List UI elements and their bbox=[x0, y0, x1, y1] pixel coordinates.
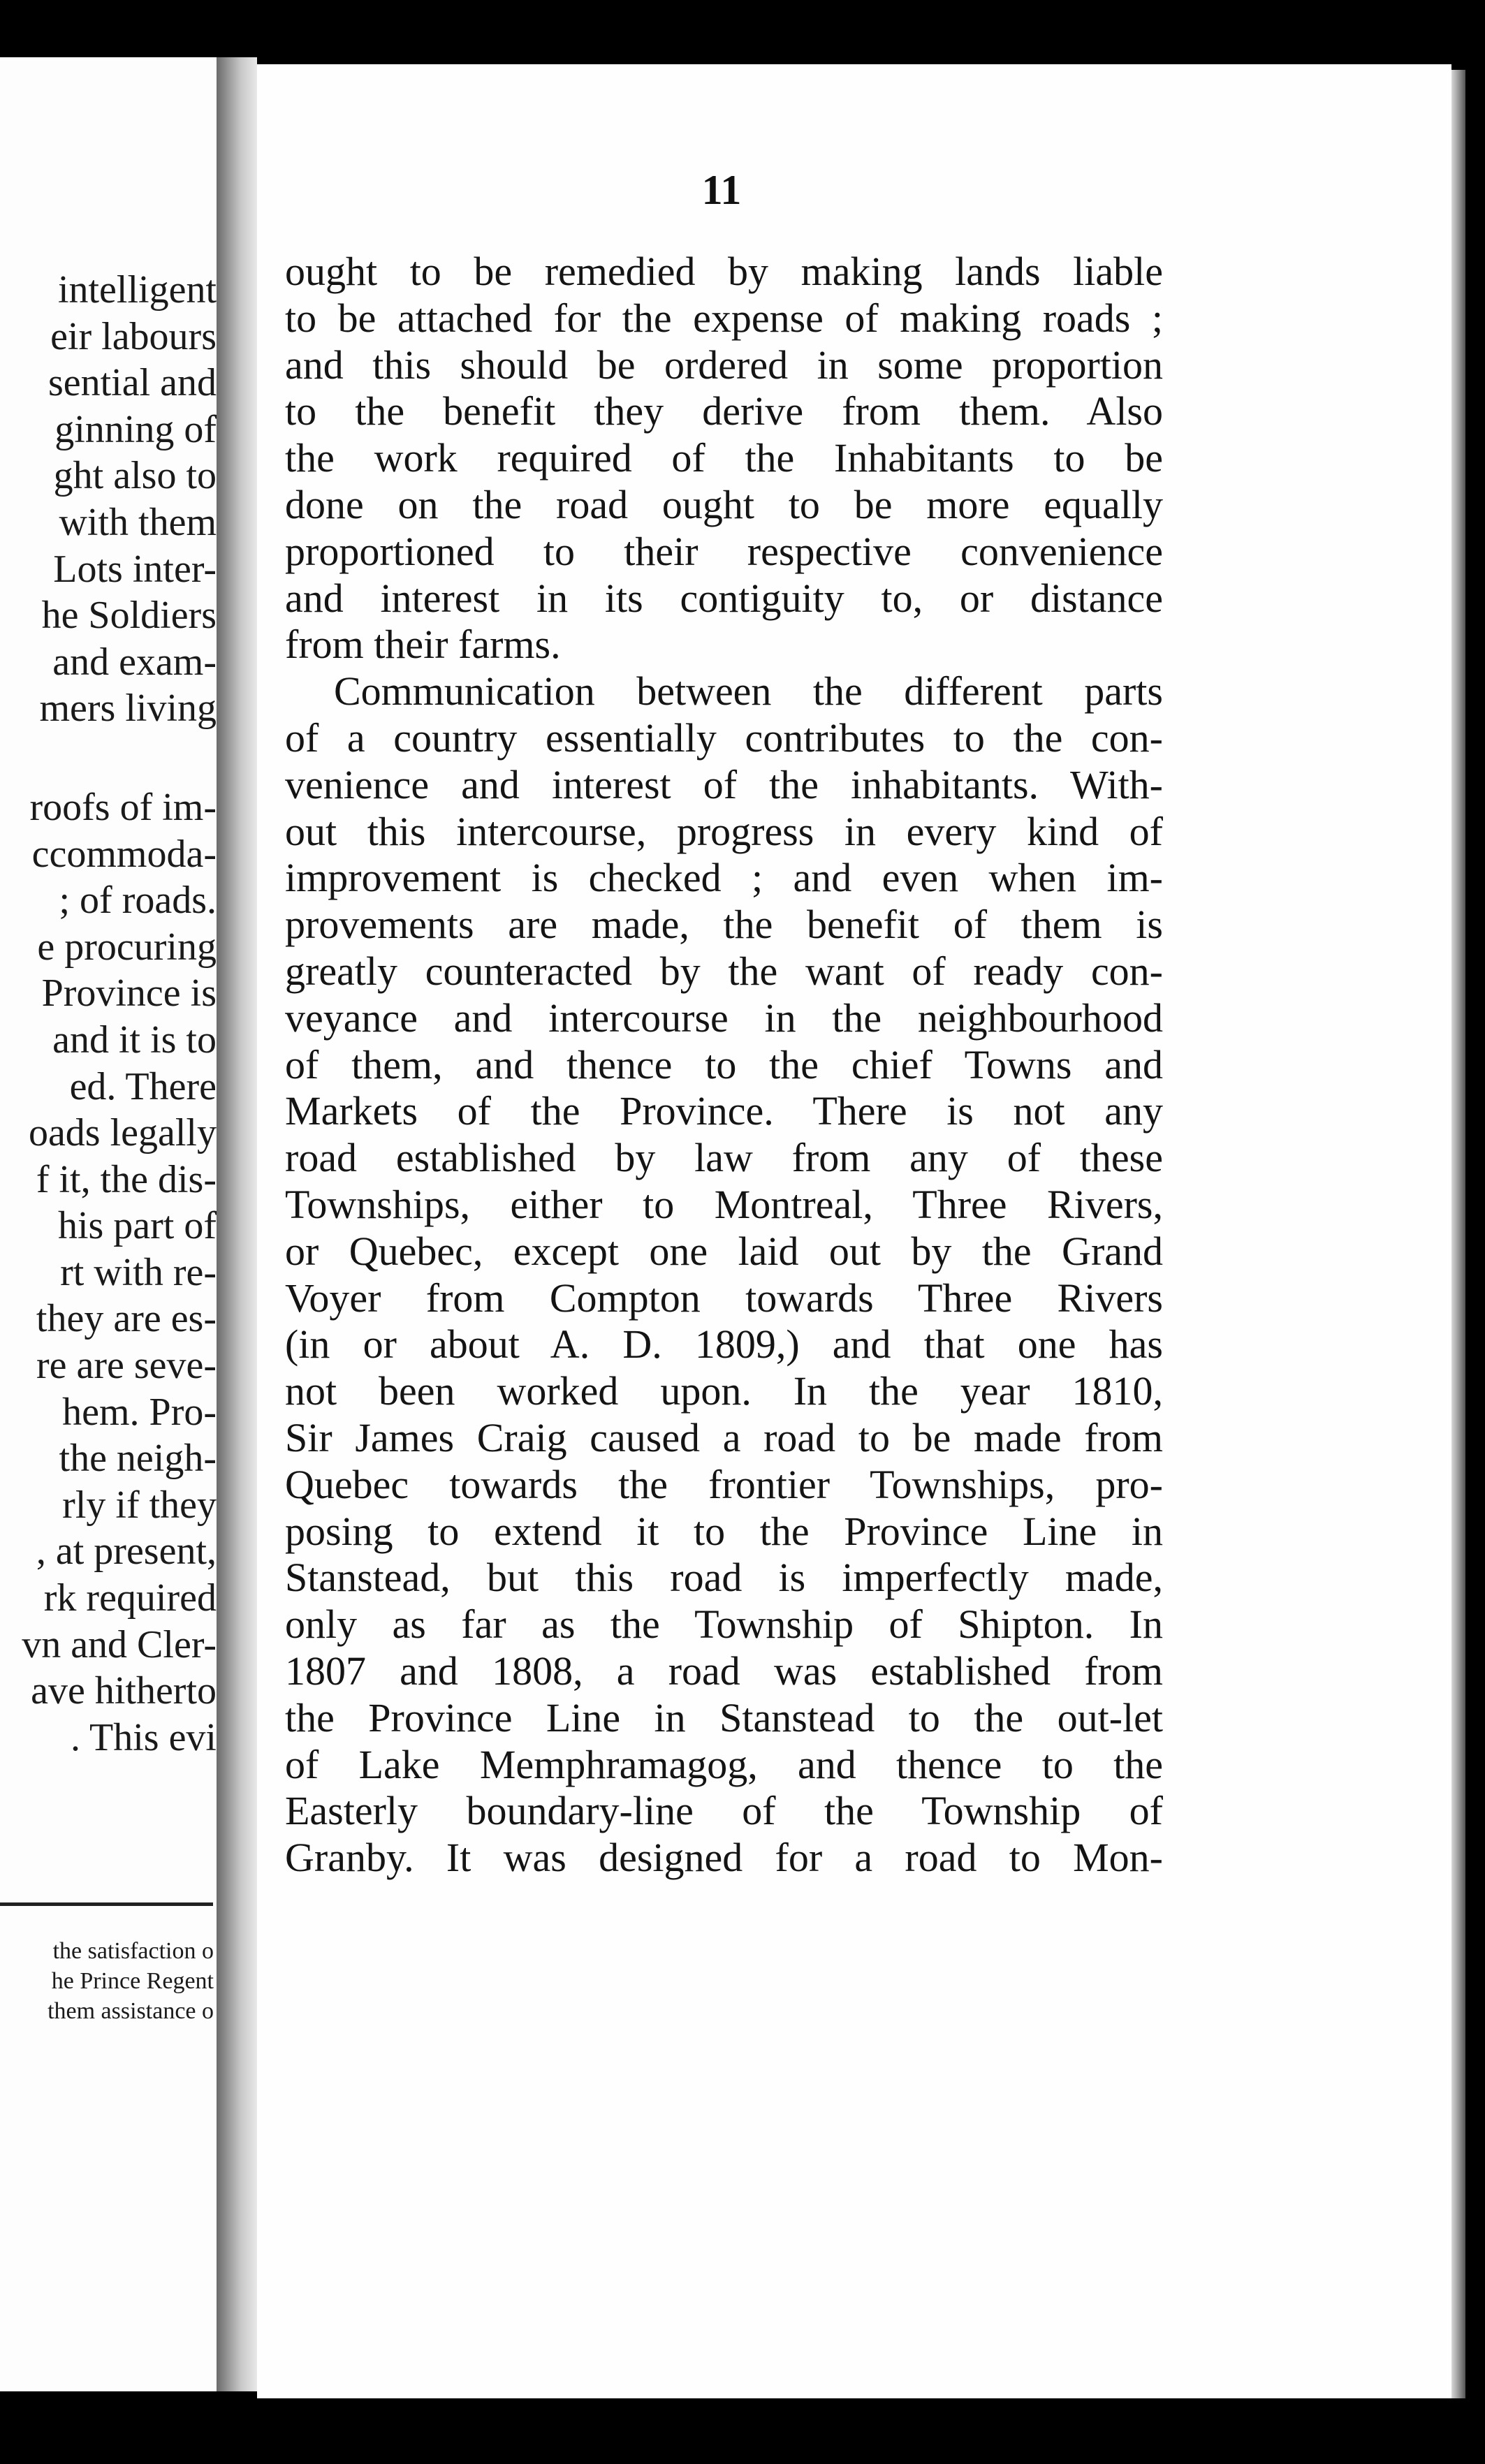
left-line: ginning of bbox=[54, 407, 217, 451]
left-line: rly if they bbox=[62, 1483, 217, 1527]
text-line: 1807 and 1808, a road was established from bbox=[285, 1648, 1163, 1694]
text-line: out this intercourse, progress in every kind of bbox=[285, 808, 1163, 854]
text-line: improvement is checked ; and even when im- bbox=[285, 855, 1163, 901]
text-line: Communication between the different parts bbox=[334, 668, 1163, 714]
text-line: Sir James Craig caused a road to be made from bbox=[285, 1414, 1163, 1460]
page-number: 11 bbox=[701, 167, 742, 213]
left-line: mers living bbox=[39, 687, 217, 731]
left-line: sential and bbox=[47, 361, 217, 405]
text-line: veyance and intercourse in the neighbourhood bbox=[285, 995, 1163, 1041]
text-line: proportioned to their respective convenience bbox=[285, 528, 1163, 574]
text-line: or Quebec, except one laid out by the Grand bbox=[285, 1228, 1163, 1274]
footnote-line: he Prince Regent bbox=[51, 1968, 214, 1994]
text-line: of a country essentially contributes to the con- bbox=[285, 714, 1163, 761]
text-line: (in or about A. D. 1809,) and that one has bbox=[285, 1321, 1163, 1367]
text-line: from their farms. bbox=[285, 622, 561, 668]
text-line: done on the road ought to be more equally bbox=[285, 481, 1163, 527]
left-line: rt with re- bbox=[60, 1250, 217, 1294]
paragraph-gap bbox=[0, 732, 217, 784]
text-line: not been worked upon. In the year 1810, bbox=[285, 1368, 1163, 1414]
left-line: Lots inter- bbox=[53, 547, 217, 591]
left-line: , at present, bbox=[36, 1530, 217, 1574]
footnote-line: the satisfaction o bbox=[52, 1938, 214, 1964]
text-line: and this should be ordered in some proportion bbox=[285, 342, 1163, 388]
left-line: roofs of im- bbox=[29, 785, 217, 829]
text-line: Stanstead, but this road is imperfectly made, bbox=[285, 1555, 1163, 1601]
text-line: posing to extend it to the Province Line in bbox=[285, 1508, 1163, 1554]
text-line: Quebec towards the frontier Townships, pro- bbox=[285, 1461, 1163, 1507]
text-line: provements are made, the benefit of them is bbox=[285, 902, 1163, 948]
text-line: Markets of the Province. There is not any bbox=[285, 1088, 1163, 1134]
left-line: ; of roads. bbox=[59, 879, 217, 923]
text-line: of them, and thence to the chief Towns and bbox=[285, 1041, 1163, 1087]
left-line: his part of bbox=[57, 1204, 217, 1248]
text-line: road established by law from any of these bbox=[285, 1135, 1163, 1181]
left-line: with them bbox=[59, 500, 217, 544]
text-line: Townships, either to Montreal, Three Rivers, bbox=[285, 1181, 1163, 1227]
left-facing-page bbox=[0, 57, 217, 2391]
left-line: and exam- bbox=[52, 640, 217, 684]
left-line: he Soldiers bbox=[41, 594, 217, 638]
text-line: and interest in its contiguity to, or distance bbox=[285, 575, 1163, 621]
left-line: the neigh- bbox=[59, 1437, 217, 1481]
body-text bbox=[285, 249, 1163, 1882]
left-line: and it is to bbox=[52, 1018, 217, 1062]
left-line: ght also to bbox=[53, 454, 217, 498]
left-line: ccommoda- bbox=[31, 832, 217, 876]
left-line: re are seve- bbox=[36, 1344, 217, 1388]
left-line: eir labours bbox=[50, 314, 217, 358]
text-line: the Province Line in Stanstead to the out-let bbox=[285, 1694, 1163, 1740]
footnote-rule bbox=[0, 1902, 213, 1906]
text-line: to the benefit they derive from them. Also bbox=[285, 388, 1163, 434]
left-line: hem. Pro- bbox=[62, 1390, 217, 1434]
left-line: ave hitherto bbox=[31, 1669, 217, 1713]
text-line: Granby. It was designed for a road to Mon- bbox=[285, 1835, 1163, 1881]
left-page-text bbox=[0, 267, 217, 1761]
book-gutter bbox=[217, 57, 257, 2391]
left-line: oads legally bbox=[28, 1111, 217, 1155]
left-line: they are es- bbox=[36, 1297, 217, 1341]
left-line: vn and Cler- bbox=[22, 1622, 217, 1666]
text-line: only as far as the Township of Shipton. In bbox=[285, 1601, 1163, 1648]
left-line: Province is bbox=[41, 971, 217, 1015]
text-line: venience and interest of the inhabitants. With- bbox=[285, 761, 1163, 807]
left-footnotes bbox=[1, 1936, 214, 2026]
left-line: f it, the dis- bbox=[36, 1157, 217, 1201]
text-line: Easterly boundary-line of the Township of bbox=[285, 1788, 1163, 1834]
left-line: . This evi bbox=[71, 1715, 217, 1759]
text-line: the work required of the Inhabitants to be bbox=[285, 435, 1163, 481]
text-line: ought to be remedied by making lands liable bbox=[285, 249, 1163, 294]
left-line: rk required bbox=[43, 1576, 217, 1620]
footnote-line: them assistance o bbox=[47, 1998, 214, 2024]
text-line: greatly counteracted by the want of ready con- bbox=[285, 948, 1163, 994]
text-line: of Lake Memphramagog, and thence to the bbox=[285, 1741, 1163, 1787]
left-line: ed. There bbox=[69, 1064, 217, 1108]
text-line: Voyer from Compton towards Three Rivers bbox=[285, 1275, 1163, 1321]
left-line: e procuring bbox=[37, 925, 217, 969]
page-edge bbox=[1451, 70, 1465, 2398]
text-line: to be attached for the expense of making roads ; bbox=[285, 295, 1163, 341]
left-line: intelligent bbox=[57, 268, 217, 311]
